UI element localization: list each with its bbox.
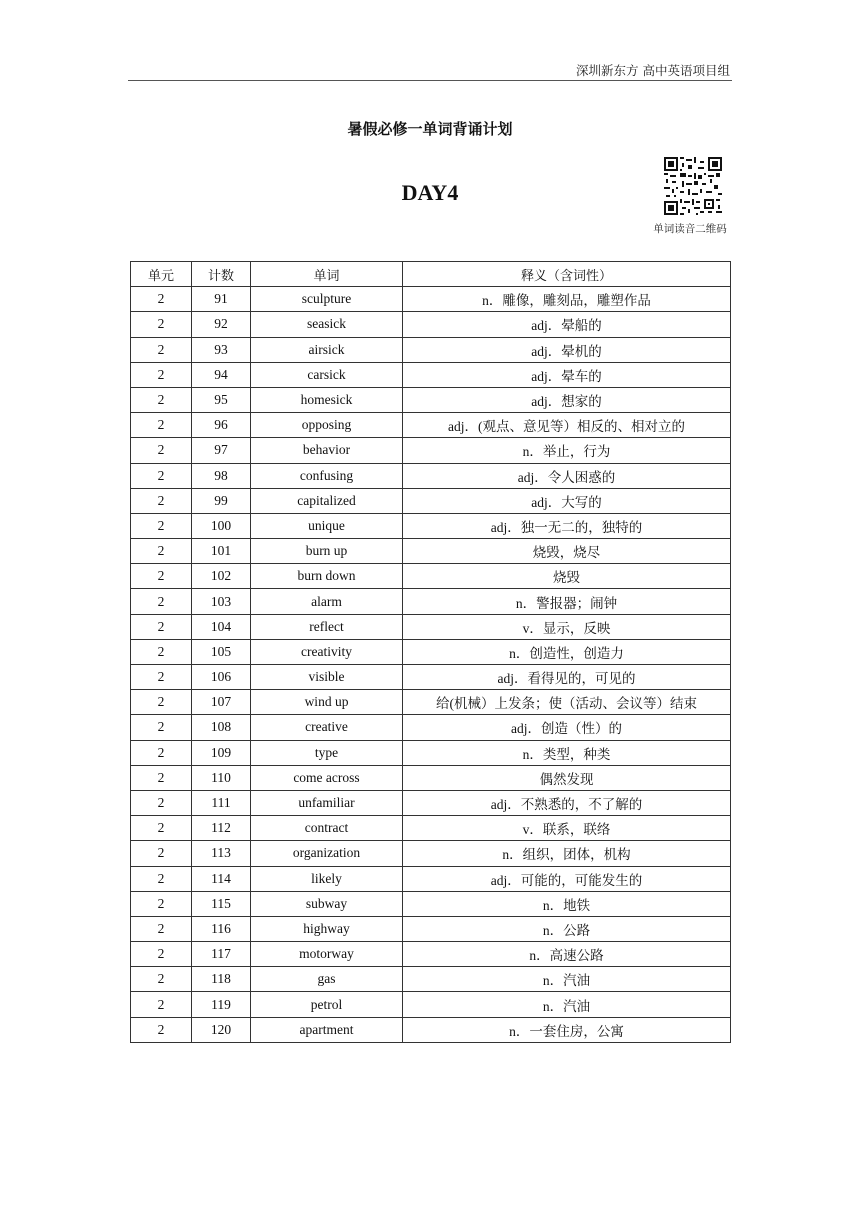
cell-meaning: n．公路 — [403, 916, 731, 941]
cell-unit: 2 — [131, 312, 192, 337]
cell-unit: 2 — [131, 639, 192, 664]
table-row — [131, 337, 731, 362]
table-row — [131, 438, 731, 463]
cell-meaning: adj．晕车的 — [403, 362, 731, 387]
cell-word: contract — [251, 816, 403, 841]
table-row — [131, 967, 731, 992]
cell-unit: 2 — [131, 992, 192, 1017]
cell-count: 102 — [192, 564, 251, 589]
cell-word: sculpture — [251, 287, 403, 312]
cell-word: homesick — [251, 387, 403, 412]
cell-count: 94 — [192, 362, 251, 387]
cell-word: petrol — [251, 992, 403, 1017]
cell-count: 99 — [192, 488, 251, 513]
header-word: 单词 — [251, 262, 403, 287]
table-row — [131, 715, 731, 740]
table-row — [131, 765, 731, 790]
cell-count: 115 — [192, 891, 251, 916]
cell-word: carsick — [251, 362, 403, 387]
cell-unit: 2 — [131, 916, 192, 941]
cell-meaning: n．汽油 — [403, 967, 731, 992]
cell-word: highway — [251, 916, 403, 941]
cell-count: 117 — [192, 942, 251, 967]
cell-word: burn up — [251, 539, 403, 564]
cell-count: 100 — [192, 513, 251, 538]
table-header-row — [131, 262, 731, 287]
cell-word: gas — [251, 967, 403, 992]
cell-count: 114 — [192, 866, 251, 891]
cell-meaning: adj．可能的，可能发生的 — [403, 866, 731, 891]
cell-count: 112 — [192, 816, 251, 841]
cell-count: 119 — [192, 992, 251, 1017]
cell-count: 120 — [192, 1017, 251, 1042]
day-title: DAY4 — [401, 180, 459, 205]
cell-unit: 2 — [131, 765, 192, 790]
cell-meaning: adj．晕船的 — [403, 312, 731, 337]
cell-word: seasick — [251, 312, 403, 337]
cell-meaning: n．高速公路 — [403, 942, 731, 967]
cell-meaning: adj．(观点、意见等）相反的、相对立的 — [403, 413, 731, 438]
table-row — [131, 1017, 731, 1042]
cell-unit: 2 — [131, 816, 192, 841]
cell-unit: 2 — [131, 665, 192, 690]
cell-unit: 2 — [131, 564, 192, 589]
table-row — [131, 992, 731, 1017]
cell-unit: 2 — [131, 715, 192, 740]
header-meaning: 释义（含词性） — [403, 262, 731, 287]
cell-word: unique — [251, 513, 403, 538]
table-row — [131, 287, 731, 312]
table-row — [131, 841, 731, 866]
cell-count: 110 — [192, 765, 251, 790]
table-row — [131, 387, 731, 412]
table-row — [131, 589, 731, 614]
cell-word: creative — [251, 715, 403, 740]
cell-unit: 2 — [131, 790, 192, 815]
cell-word: reflect — [251, 614, 403, 639]
cell-word: likely — [251, 866, 403, 891]
cell-unit: 2 — [131, 513, 192, 538]
table-row — [131, 362, 731, 387]
cell-count: 104 — [192, 614, 251, 639]
cell-word: capitalized — [251, 488, 403, 513]
cell-meaning: 烧毁 — [403, 564, 731, 589]
cell-meaning: adj．创造（性）的 — [403, 715, 731, 740]
cell-unit: 2 — [131, 488, 192, 513]
cell-word: visible — [251, 665, 403, 690]
cell-unit: 2 — [131, 1017, 192, 1042]
cell-word: come across — [251, 765, 403, 790]
cell-word: opposing — [251, 413, 403, 438]
cell-unit: 2 — [131, 841, 192, 866]
cell-count: 96 — [192, 413, 251, 438]
cell-count: 105 — [192, 639, 251, 664]
cell-meaning: n．创造性，创造力 — [403, 639, 731, 664]
cell-count: 101 — [192, 539, 251, 564]
cell-count: 116 — [192, 916, 251, 941]
cell-unit: 2 — [131, 967, 192, 992]
cell-unit: 2 — [131, 413, 192, 438]
cell-meaning: n．类型，种类 — [403, 740, 731, 765]
cell-unit: 2 — [131, 539, 192, 564]
cell-meaning: adj．想家的 — [403, 387, 731, 412]
table-row — [131, 942, 731, 967]
cell-meaning: adj．看得见的，可见的 — [403, 665, 731, 690]
table-row — [131, 816, 731, 841]
cell-word: airsick — [251, 337, 403, 362]
table-row — [131, 488, 731, 513]
cell-unit: 2 — [131, 942, 192, 967]
header-count: 计数 — [192, 262, 251, 287]
cell-unit: 2 — [131, 287, 192, 312]
cell-meaning: v．显示，反映 — [403, 614, 731, 639]
cell-count: 111 — [192, 790, 251, 815]
qr-caption: 单词读音二维码 — [653, 223, 727, 235]
cell-count: 98 — [192, 463, 251, 488]
cell-meaning: 偶然发现 — [403, 765, 731, 790]
cell-unit: 2 — [131, 387, 192, 412]
cell-meaning: n．警报器；闹钟 — [403, 589, 731, 614]
table-row — [131, 891, 731, 916]
cell-meaning: n．雕像，雕刻品，雕塑作品 — [403, 287, 731, 312]
cell-unit: 2 — [131, 614, 192, 639]
cell-count: 108 — [192, 715, 251, 740]
table-row — [131, 740, 731, 765]
cell-count: 93 — [192, 337, 251, 362]
cell-unit: 2 — [131, 463, 192, 488]
cell-word: organization — [251, 841, 403, 866]
cell-meaning: adj．令人困惑的 — [403, 463, 731, 488]
table-row — [131, 690, 731, 715]
cell-unit: 2 — [131, 438, 192, 463]
cell-count: 91 — [192, 287, 251, 312]
cell-unit: 2 — [131, 589, 192, 614]
header-org-text: 深圳新东方 高中英语项目组 — [576, 63, 730, 78]
cell-meaning: 给(机械）上发条；使（活动、会议等）结束 — [403, 690, 731, 715]
table-row — [131, 790, 731, 815]
cell-word: creativity — [251, 639, 403, 664]
header-divider — [128, 80, 732, 81]
cell-meaning: n．举止，行为 — [403, 438, 731, 463]
cell-count: 95 — [192, 387, 251, 412]
cell-word: alarm — [251, 589, 403, 614]
cell-word: behavior — [251, 438, 403, 463]
table-row — [131, 413, 731, 438]
table-row — [131, 916, 731, 941]
cell-count: 113 — [192, 841, 251, 866]
cell-count: 106 — [192, 665, 251, 690]
qr-code-icon[interactable] — [664, 157, 722, 215]
cell-word: apartment — [251, 1017, 403, 1042]
cell-count: 103 — [192, 589, 251, 614]
cell-meaning: v．联系，联络 — [403, 816, 731, 841]
cell-word: burn down — [251, 564, 403, 589]
table-row — [131, 513, 731, 538]
cell-word: subway — [251, 891, 403, 916]
cell-word: motorway — [251, 942, 403, 967]
cell-meaning: n．汽油 — [403, 992, 731, 1017]
table-row — [131, 312, 731, 337]
cell-unit: 2 — [131, 866, 192, 891]
cell-word: wind up — [251, 690, 403, 715]
cell-count: 118 — [192, 967, 251, 992]
cell-meaning: n．组织，团体，机构 — [403, 841, 731, 866]
table-row — [131, 539, 731, 564]
vocabulary-table — [130, 261, 731, 1043]
cell-meaning: adj．晕机的 — [403, 337, 731, 362]
cell-meaning: n．地铁 — [403, 891, 731, 916]
cell-meaning: 烧毁，烧尽 — [403, 539, 731, 564]
cell-meaning: n．一套住房，公寓 — [403, 1017, 731, 1042]
table-row — [131, 564, 731, 589]
cell-meaning: adj．不熟悉的，不了解的 — [403, 790, 731, 815]
cell-count: 92 — [192, 312, 251, 337]
cell-unit: 2 — [131, 690, 192, 715]
table-row — [131, 866, 731, 891]
table-row — [131, 639, 731, 664]
cell-unit: 2 — [131, 337, 192, 362]
header-unit: 单元 — [131, 262, 192, 287]
cell-count: 107 — [192, 690, 251, 715]
cell-unit: 2 — [131, 891, 192, 916]
cell-count: 97 — [192, 438, 251, 463]
cell-word: type — [251, 740, 403, 765]
table-row — [131, 463, 731, 488]
table-row — [131, 614, 731, 639]
cell-unit: 2 — [131, 362, 192, 387]
cell-meaning: adj．大写的 — [403, 488, 731, 513]
document-title: 暑假必修一单词背诵计划 — [347, 120, 513, 138]
cell-meaning: adj．独一无二的，独特的 — [403, 513, 731, 538]
cell-count: 109 — [192, 740, 251, 765]
table-body — [131, 287, 731, 1043]
cell-word: unfamiliar — [251, 790, 403, 815]
table-row — [131, 665, 731, 690]
cell-word: confusing — [251, 463, 403, 488]
cell-unit: 2 — [131, 740, 192, 765]
